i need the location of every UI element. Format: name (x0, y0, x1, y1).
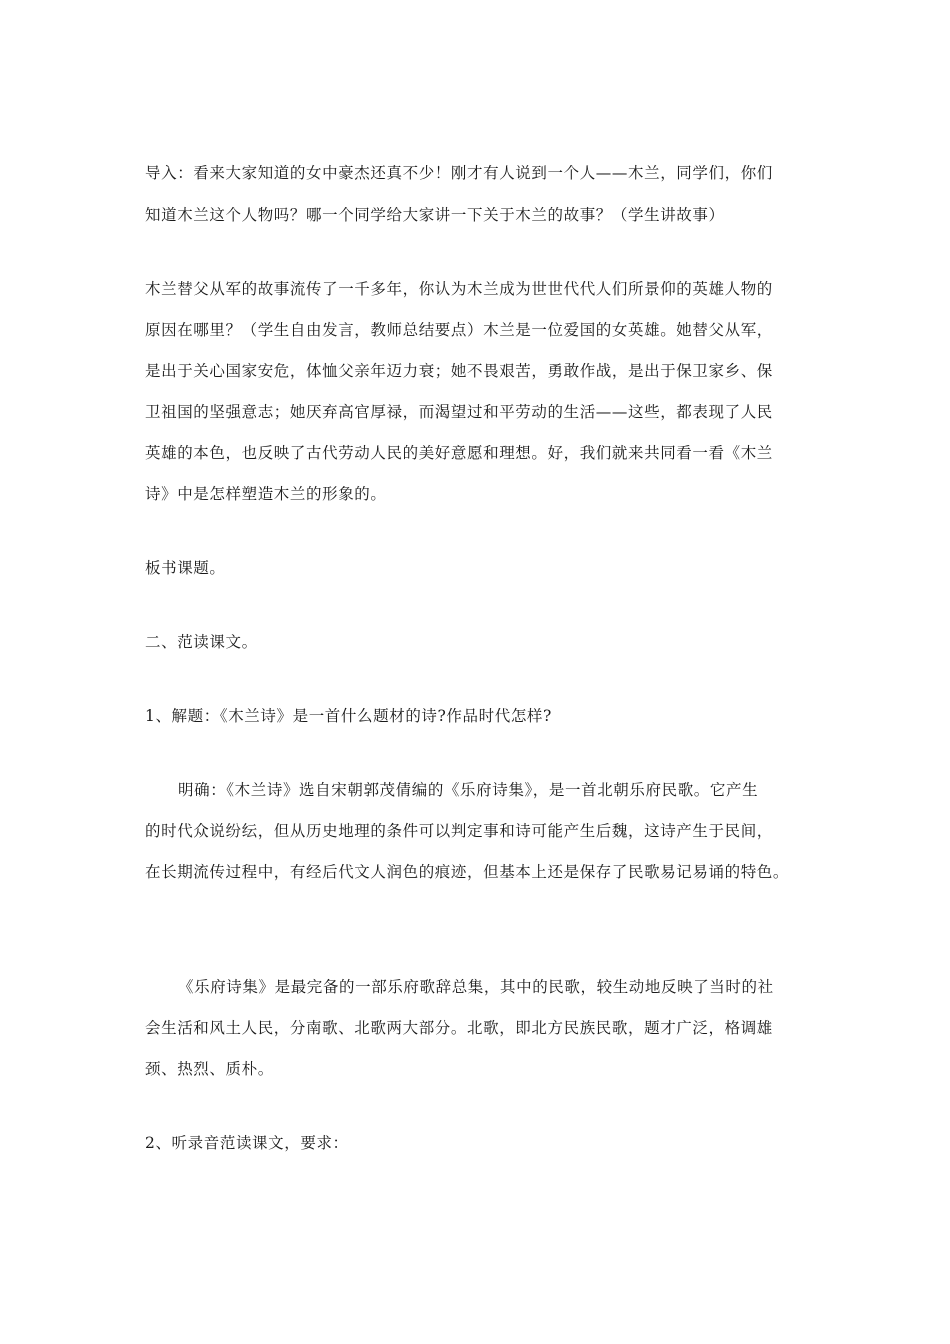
yuefu-line-2: 会生活和风土人民，分南歌、北歌两大部分。北歌，即北方民族民歌，题才广泛，格调雄 (145, 1019, 773, 1037)
intro-line-1: 导入：看来大家知道的女中豪杰还真不少！刚才有人说到一个人——木兰，同学们，你们 (145, 164, 773, 182)
analysis-line-6: 诗》中是怎样塑造木兰的形象的。 (145, 485, 387, 503)
analysis-line-1: 木兰替父从军的故事流传了一千多年，你认为木兰成为世世代代人们所景仰的英雄人物的 (145, 280, 773, 298)
yuefu-line-3: 颈、热烈、质朴。 (145, 1060, 274, 1078)
listen-requirement: 2、听录音范读课文，要求： (145, 1134, 349, 1152)
section-heading: 二、范读课文。 (145, 633, 258, 651)
yuefu-line-1: 《乐府诗集》是最完备的一部乐府歌辞总集，其中的民歌，较生动地反映了当时的社 (178, 978, 774, 996)
analysis-line-2: 原因在哪里？（学生自由发言，教师总结要点）木兰是一位爱国的女英雄。她替父从军， (145, 321, 773, 339)
board-title-line: 板书课题。 (145, 559, 226, 577)
clarify-line-1: 明确：《木兰诗》选自宋朝郭茂倩编的《乐府诗集》，是一首北朝乐府民歌。它产生 (178, 781, 759, 799)
clarify-line-2: 的时代众说纷纭，但从历史地理的条件可以判定事和诗可能产生后魏，这诗产生于民间， (145, 822, 773, 840)
analysis-line-4: 卫祖国的坚强意志；她厌弃高官厚禄，而渴望过和平劳动的生活——这些，都表现了人民 (145, 403, 773, 421)
topic-question: 1、解题：《木兰诗》是一首什么题材的诗?作品时代怎样? (145, 707, 552, 725)
analysis-line-3: 是出于关心国家安危，体恤父亲年迈力衰；她不畏艰苦，勇敢作战，是出于保卫家乡、保 (145, 362, 773, 380)
analysis-line-5: 英雄的本色，也反映了古代劳动人民的美好意愿和理想。好，我们就来共同看一看《木兰 (145, 444, 773, 462)
clarify-line-3: 在长期流传过程中，有经后代文人润色的痕迹，但基本上还是保存了民歌易记易诵的特色。 (145, 863, 790, 881)
intro-line-2: 知道木兰这个人物吗？哪一个同学给大家讲一下关于木兰的故事？（学生讲故事） (145, 206, 725, 224)
